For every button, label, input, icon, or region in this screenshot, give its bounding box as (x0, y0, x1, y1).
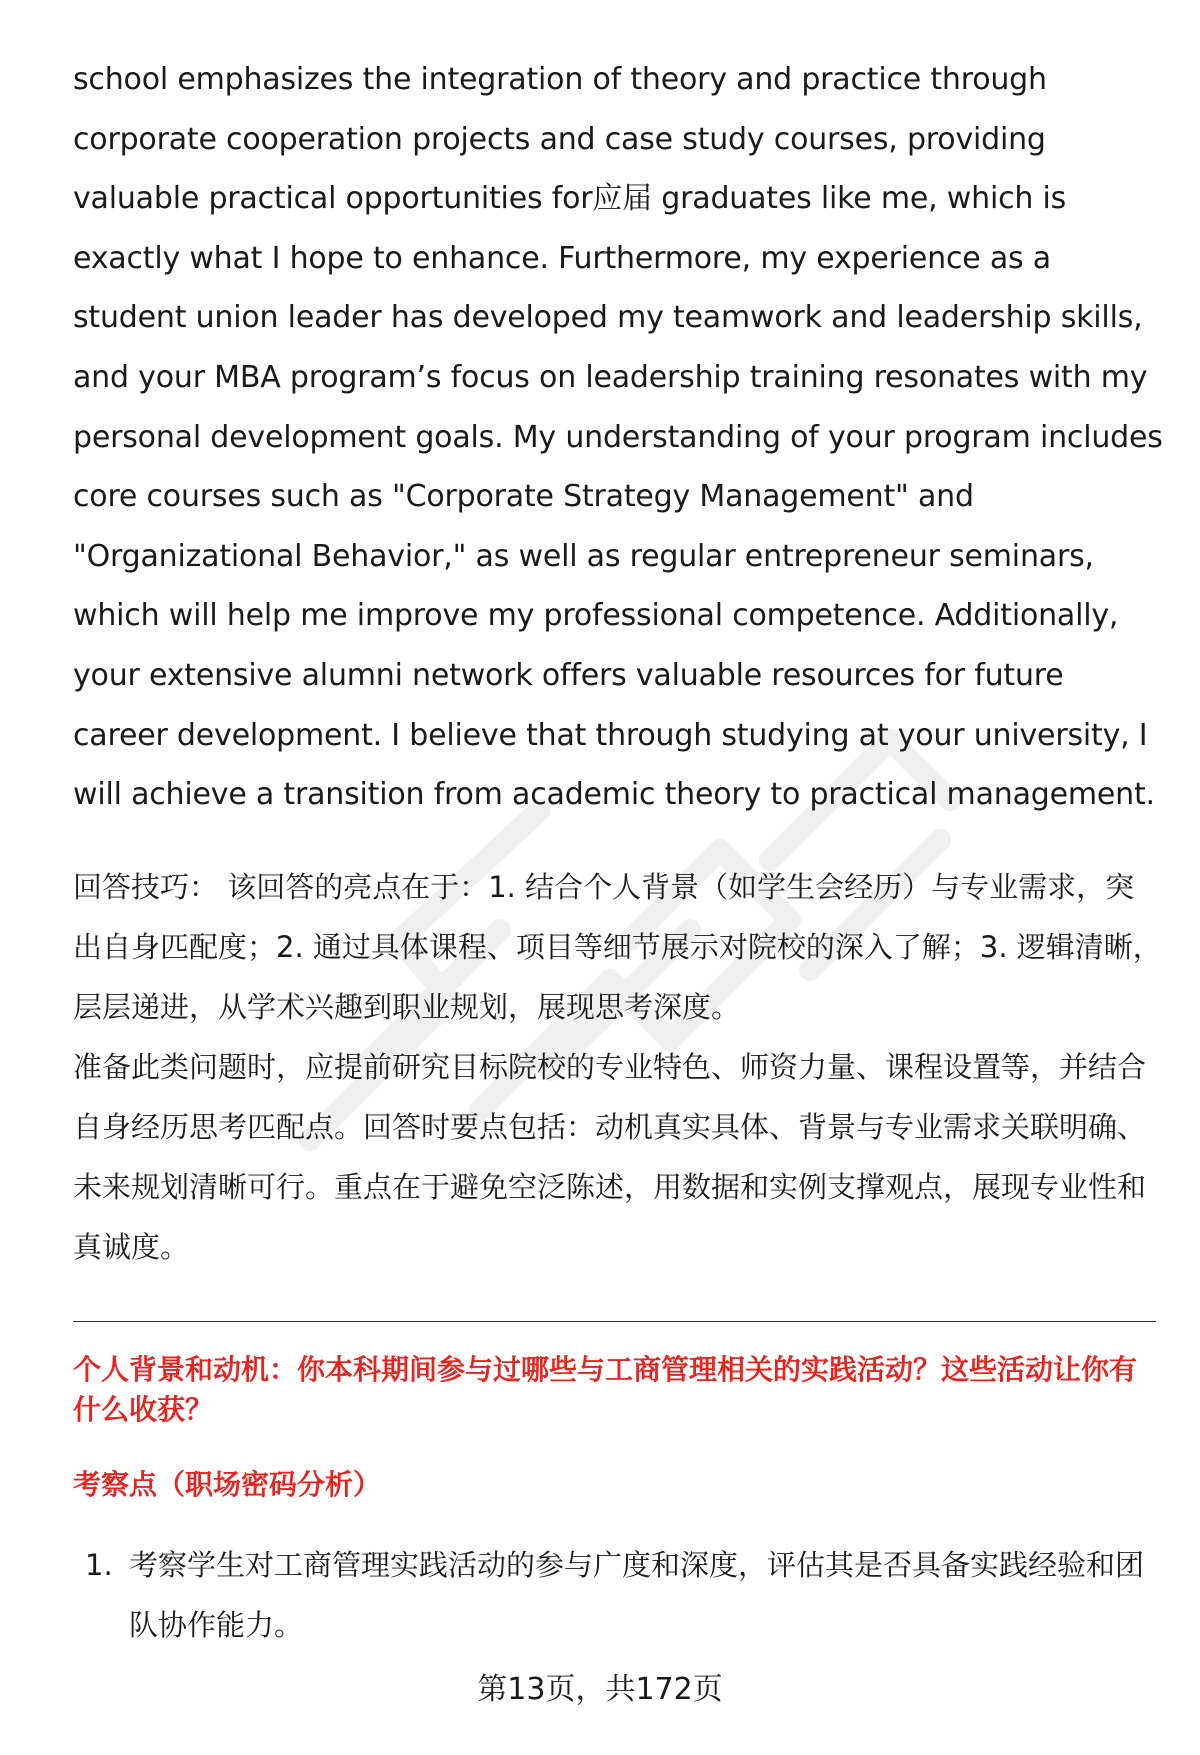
assessment-points-list (73, 1535, 1163, 1655)
answer-tips-section (73, 857, 1163, 1277)
answer-paragraph: school emphasizes the integration of theory and practice through corporate cooperation projects and case study courses, providing valuable practical opportunities for应届 graduates like me, which is exactly what I hope to enhance. Furthermore, my experience as a student union leader has developed my teamwork and leadership skills, and your MBA program’s focus on leadership training resonates with my personal development goals. My understanding of your program includes core courses such as "Corporate Strategy Management" and "Organizational Behavior," as well as regular entrepreneur seminars, which will help me improve my professional competence. Additionally, your extensive alumni network offers valuable resources for future career development. I believe that through studying at your university, I will achieve a transition from academic theory to practical management. (73, 62, 1163, 813)
page-number-footer: 第13页，共172页 (477, 1672, 723, 1707)
list-item-text: 考察学生对工商管理实践活动的参与广度和深度，评估其是否具备实践经验和团队协作能力。 (129, 1548, 1145, 1642)
list-item (73, 1535, 1163, 1655)
section-divider (73, 1321, 1156, 1322)
question-heading: 个人背景和动机：你本科期间参与过哪些与工商管理相关的实践活动？这些活动让你有什么收获？ (73, 1353, 1138, 1426)
list-item-number: 1. (85, 1548, 113, 1582)
preparation-advice-text: 准备此类问题时，应提前研究目标院校的专业特色、师资力量、课程设置等，并结合自身经历思考匹配点。回答时要点包括：动机真实具体、背景与专业需求关联明确、未来规划清晰可行。重点在于避免空泛陈述，用数据和实例支撑观点，展现专业性和真诚度。 (73, 1050, 1147, 1264)
assessment-points-heading: 考察点（职场密码分析） (73, 1468, 382, 1501)
answer-tips-text: 回答技巧： 该回答的亮点在于：1. 结合个人背景（如学生会经历）与专业需求，突出自身匹配度；2. 通过具体课程、项目等细节展示对院校的深入了解；3. 逻辑清晰，层层递进，从学术兴趣到职业规划，展现思考深度。 (73, 870, 1162, 1024)
